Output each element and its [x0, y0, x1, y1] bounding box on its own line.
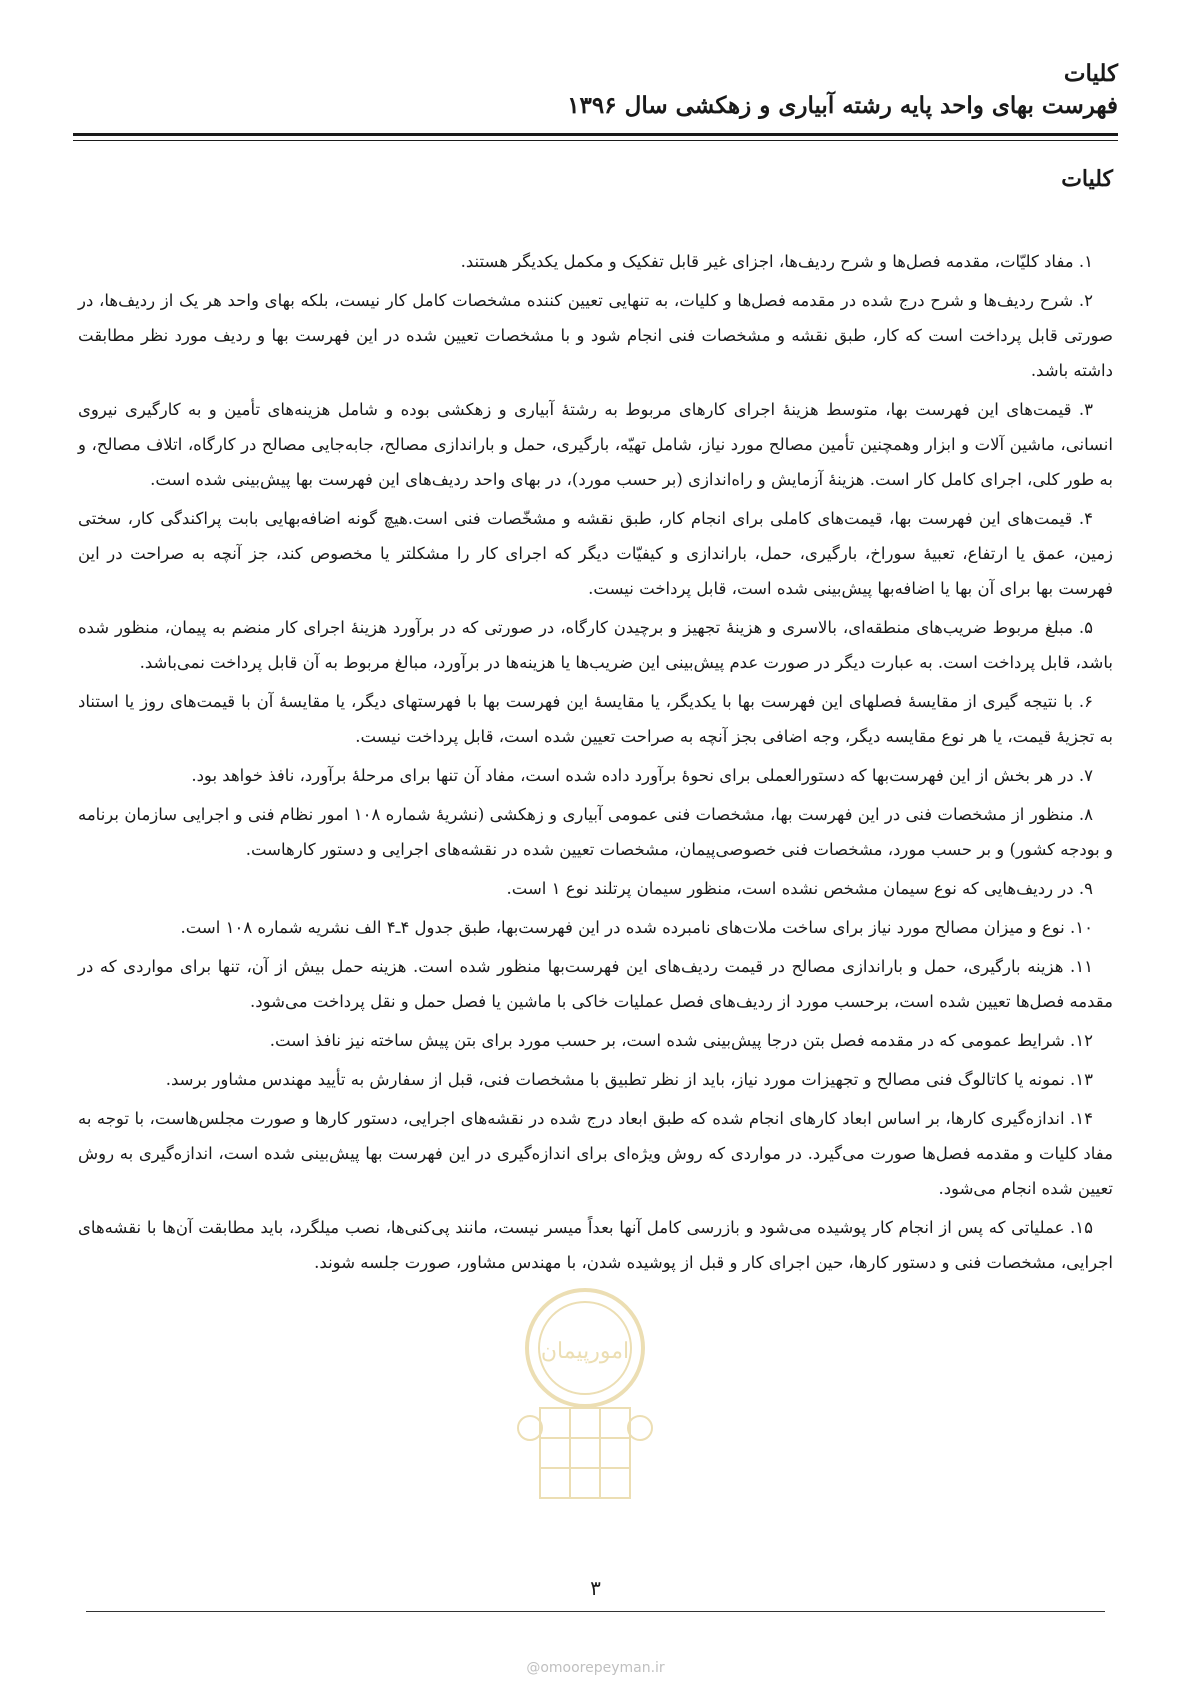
paragraph-14: ۱۴. اندازه‌گیری کارها، بر اساس ابعاد کارهای انجام شده که طبق ابعاد درج شده در نقشه‌های اجرایی، دستور کارها و صورت مجلس‌هاست، با توجه به مفاد کلیات و مقدمه فصل‌ها صورت می‌گیرد. در مواردی که روش ویژه‌ای برای اندازه‌گیری در این فهرست بها پیش‌بینی شده است، اندازه‌گیری به روش تعیین شده انجام می‌شود. — [78, 1109, 1113, 1198]
paragraph-3: ۳. قیمت‌های این فهرست بها، متوسط هزینهٔ اجرای کارهای مربوط به رشتهٔ آبیاری و زهکشی بوده و شامل هزینه‌های تأمین و به کارگیری نیروی انسانی، ماشین آلات و ابزار وهمچنین تأمین مصالح مورد نیاز، شامل تهیّه، بارگیری، حمل و باراندازی مصالح، جابه‌جایی مصالح در کارگاه، اتلاف مصالح، و به طور کلی، اجرای کامل کار است. هزینهٔ آزمایش و راه‌اندازی (بر حسب مورد)، در بهای واحد ردیف‌های این فهرست بها پیش‌بینی شده است. — [78, 400, 1113, 489]
paragraph-5: ۵. مبلغ مربوط ضریب‌های منطقه‌ای، بالاسری و هزینهٔ تجهیز و برچیدن کارگاه، در صورتی که در برآورد هزینهٔ اجرای کار منضم به پیمان، منظور شده باشد، قابل پرداخت است. به عبارت دیگر در صورت عدم پیش‌بینی این ضریب‌ها یا هزینه‌ها در برآورد، مبالغ مربوط به آن قابل پرداخت نمی‌باشد. — [78, 618, 1113, 672]
footer-divider — [86, 1611, 1105, 1612]
paragraph-15: ۱۵. عملیاتی که پس از انجام کار پوشیده می‌شود و بازرسی کامل آنها بعداً میسر نیست، مانند پی‌کنی‌ها، نصب میلگرد، باید مطابقت آن‌ها با نقشه‌های اجرایی، مشخصات فنی و دستور کارها، حین اجرای کار و قبل از پوشیده شدن، با مهندس مشاور، صورت جلسه شوند. — [78, 1218, 1113, 1272]
watermark-text: امورپیمان — [540, 1339, 630, 1364]
paragraph-1: ۱. مفاد کلیّات، مقدمه فصل‌ها و شرح ردیف‌ها، اجزای غیر قابل تفکیک و مکمل یکدیگر هستند. — [460, 252, 1093, 271]
paragraph-6: ۶. با نتیجه گیری از مقایسهٔ فصلهای این فهرست بها با یکدیگر، یا مقایسهٔ این فهرست بها با فهرستهای دیگر، یا مقایسهٔ آن با قیمت‌های روز یا استناد به تجزیهٔ قیمت، یا هر نوع مقایسه دیگر، وجه اضافی بجز آنچه به صراحت تعیین شده است، قابل پرداخت نیست. — [78, 692, 1113, 746]
paragraph-4: ۴. قیمت‌های این فهرست بها، قیمت‌های کاملی برای انجام کار، طبق نقشه و مشخّصات فنی است.هیچ گونه اضافه‌بهایی بابت پراکندگی کار، سختی زمین، عمق یا ارتفاع، تعبیهٔ سوراخ، بارگیری، حمل، باراندازی و کیفیّات دیگر که اجرای کار را مشکلتر یا مخصوص کند، جز آنچه به صراحت در این فهرست بها برای آن بها یا اضافه‌بها پیش‌بینی شده است، قابل پرداخت نیست. — [78, 509, 1113, 598]
header-chapter: کلیات — [1063, 60, 1118, 87]
paragraph-7: ۷. در هر بخش از این فهرست‌بها که دستورالعملی برای نحوهٔ برآورد داده شده است، مفاد آن تنها برای مرحلهٔ برآورد، نافذ خواهد بود. — [191, 766, 1093, 785]
header-title: فهرست بهای واحد پایه رشته آبیاری و زهکشی سال ۱۳۹۶ — [567, 92, 1118, 119]
section-title: کلیات — [1061, 166, 1113, 192]
header-divider — [73, 133, 1118, 141]
watermark-seal-icon — [510, 1278, 660, 1518]
page-header — [73, 58, 1118, 122]
site-watermark: @omoorepeyman.ir — [526, 1660, 665, 1676]
document-body — [78, 244, 1113, 1284]
paragraph-2: ۲. شرح ردیف‌ها و شرح درج شده در مقدمه فصل‌ها و کلیات، به تنهایی تعیین کننده مشخصات کامل کار نیست، بلکه بهای واحد هر یک از ردیف‌ها، در صورتی قابل پرداخت است که کار، طبق نقشه و مشخصات فنی انجام شود و با مشخصات تعیین شده در این فهرست بها و ردیف مورد نظر مطابقت داشته باشد. — [78, 291, 1113, 380]
paragraph-8: ۸. منظور از مشخصات فنی در این فهرست بها، مشخصات فنی عمومی آبیاری و زهکشی (نشریهٔ شماره ۱۰۸ امور نظام فنی و اجرایی سازمان برنامه و بودجه کشور) و بر حسب مورد، مشخصات فنی خصوصی‌پیمان، مشخصات تعیین شده در نقشه‌های اجرایی و دستور کارهاست. — [78, 805, 1113, 859]
paragraph-12: ۱۲. شرایط عمومی که در مقدمه فصل بتن درجا پیش‌بینی شده است، بر حسب مورد برای بتن پیش ساخته نیز نافذ است. — [269, 1031, 1093, 1050]
paragraph-10: ۱۰. نوع و میزان مصالح مورد نیاز برای ساخت ملات‌های نامبرده شده در این فهرست‌بها، طبق جدول ۴ـ۴ الف نشریه شماره ۱۰۸ است. — [180, 918, 1093, 937]
page-number: ۳ — [590, 1576, 601, 1600]
paragraph-9: ۹. در ردیف‌هایی که نوع سیمان مشخص نشده است، منظور سیمان پرتلند نوع ۱ است. — [506, 879, 1093, 898]
paragraph-13: ۱۳. نمونه یا کاتالوگ فنی مصالح و تجهیزات مورد نیاز، باید از نظر تطبیق با مشخصات فنی، قبل از سفارش به تأیید مهندس مشاور برسد. — [165, 1070, 1093, 1089]
paragraph-11: ۱۱. هزینه بارگیری، حمل و باراندازی مصالح در قیمت ردیف‌های این فهرست‌بها منظور شده است. هزینه حمل بیش از آن، تنها برای مواردی که در مقدمه فصل‌ها تعیین شده است، برحسب مورد از ردیف‌های فصل عملیات خاکی با ماشین یا فصل حمل و نقل پرداخت می‌شود. — [78, 957, 1113, 1011]
